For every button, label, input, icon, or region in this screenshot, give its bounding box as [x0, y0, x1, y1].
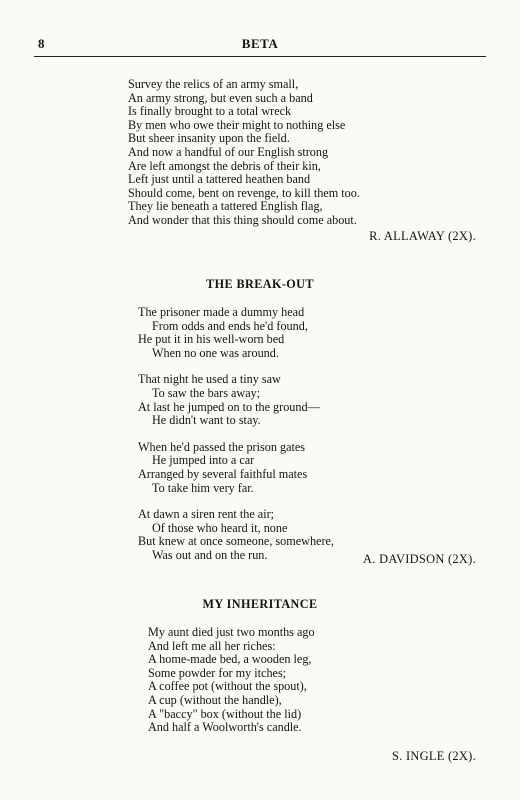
poem-line: They lie beneath a tattered English flag,	[128, 199, 323, 214]
stanza	[138, 306, 334, 360]
running-title: BETA	[241, 36, 279, 51]
poem-line: Is finally brought to a total wreck	[128, 104, 292, 119]
header-rule	[34, 56, 486, 57]
poem-line: From odds and ends he'd found,	[152, 318, 308, 333]
poem-line: At dawn a siren rent the air;	[138, 507, 275, 522]
poem-author: A. DAVIDSON (2X).	[363, 552, 476, 566]
poem-line: Should come, bent on revenge, to kill them too.	[128, 185, 360, 200]
poem-line: Are left amongst the debris of their kin,	[128, 158, 321, 173]
poem-author: R. ALLAWAY (2X).	[369, 229, 476, 243]
poem-line: Some powder for my itches;	[148, 665, 287, 680]
poem-line: A cup (without the handle),	[148, 692, 282, 707]
poem-line: When no one was around.	[152, 345, 279, 360]
poem-line: Left just until a tattered heathen band	[128, 172, 311, 187]
page-header	[34, 36, 486, 54]
poem-line: But knew at once someone, somewhere,	[138, 534, 334, 549]
poem-line: A coffee pot (without the spout),	[148, 679, 307, 694]
poem-line: When he'd passed the prison gates	[138, 439, 306, 454]
poem-line: The prisoner made a dummy head	[138, 305, 305, 319]
poem-line: And now a handful of our English strong	[128, 144, 329, 159]
poem-line: A "baccy" box (without the lid)	[148, 706, 302, 721]
poem-line: But sheer insanity upon the field.	[128, 131, 290, 146]
poem-line: To saw the bars away;	[152, 385, 261, 400]
poem-line: Was out and on the run.	[152, 547, 268, 562]
poem-line: And wonder that this thing should come about.	[128, 212, 357, 227]
poem-line: He didn't want to stay.	[152, 413, 261, 428]
poem-line: To take him very far.	[152, 480, 254, 495]
poem-break-out	[138, 306, 334, 563]
poem-line: He put it in his well-worn bed	[138, 332, 285, 347]
poem-line: And half a Woolworth's candle.	[148, 720, 302, 735]
poem-line: An army strong, but even such a band	[128, 90, 313, 105]
poem-line: A home-made bed, a wooden leg,	[148, 652, 312, 667]
poem-allaway	[128, 78, 360, 228]
poem-line: My aunt died just two months ago	[148, 625, 315, 639]
poem-author: S. INGLE (2X).	[391, 749, 476, 763]
stanza	[138, 441, 334, 495]
poem-title: MY INHERITANCE	[202, 597, 318, 611]
stanza	[138, 508, 334, 562]
poem-line: And left me all her riches:	[148, 638, 276, 653]
poem-line: He jumped into a car	[152, 453, 255, 468]
poem-line: By men who owe their might to nothing else	[128, 117, 346, 132]
poem-line: Arranged by several faithful mates	[138, 466, 308, 481]
poem-line: Survey the relics of an army small,	[128, 77, 299, 91]
page-number: 8	[38, 36, 45, 51]
poem-title: THE BREAK-OUT	[206, 277, 314, 291]
poem-line: Of those who heard it, none	[152, 520, 288, 535]
poem-line: At last he jumped on to the ground—	[138, 399, 320, 414]
stanza	[138, 373, 334, 427]
poem-inheritance	[148, 626, 315, 735]
poem-line: That night he used a tiny saw	[138, 372, 281, 387]
